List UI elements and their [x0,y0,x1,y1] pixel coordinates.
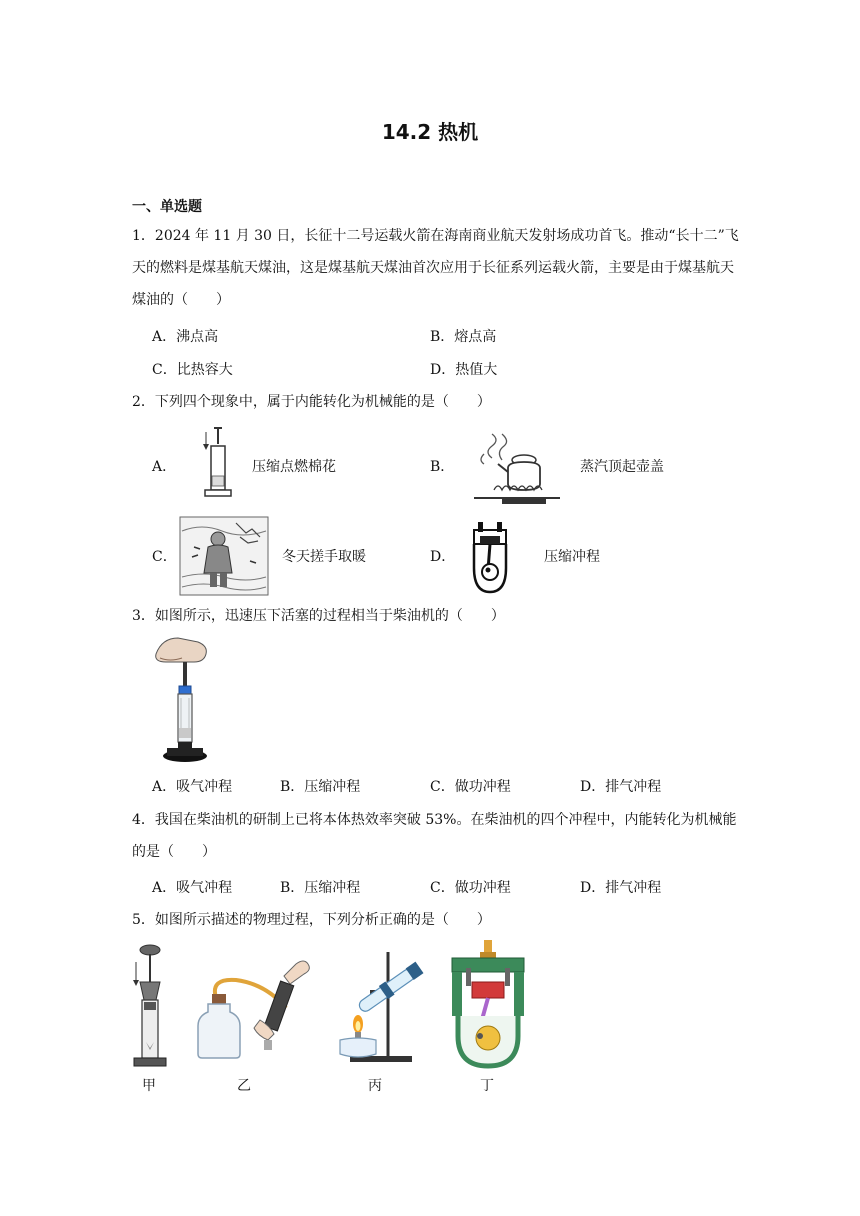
q3-option-a[interactable]: A．吸气冲程 [152,779,233,795]
question-1-text: 1．2024 年 11 月 30 日，长征十二号运载火箭在海南商业航天发射场成功首飞。推动“长十二”飞天的燃料是煤基航天煤油，这是煤基航天煤油首次应用于长征系列运载火箭，主要是由于煤基航天煤油的（ ） [132,228,739,308]
q3-option-d[interactable]: D．排气冲程 [580,779,662,795]
q1-option-b[interactable]: B．熔点高 [430,329,497,345]
q1-option-a[interactable]: A．沸点高 [152,329,219,345]
air-compression-tube-figure [196,424,236,504]
figure-yi-bottle-pump [196,956,312,1060]
q1-option-d[interactable]: D．热值大 [430,362,498,378]
q3-option-c[interactable]: C．做功冲程 [430,779,511,795]
rubbing-hands-winter-figure [180,517,268,595]
q3-option-b[interactable]: B．压缩冲程 [280,779,361,795]
figure-ding-engine-cross-section [448,938,528,1072]
question-2-text: 2．下列四个现象中，属于内能转化为机械能的是（ ） [132,394,491,410]
section-heading: 一、单选题 [132,199,202,215]
question-4-text: 4．我国在柴油机的研制上已将本体热效率突破 53%。在柴油机的四个冲程中，内能转化为机械能的是（ ） [132,812,737,860]
q4-option-c[interactable]: C．做功冲程 [430,880,511,896]
question-3-text: 3．如图所示，迅速压下活塞的过程相当于柴油机的（ ） [132,608,505,624]
engine-compression-stroke-figure [466,520,514,596]
figure-jia-compression-tube [128,942,172,1072]
q2-option-b-letter[interactable]: B． [430,459,455,475]
q2-option-b-caption: 蒸汽顶起壶盖 [580,459,664,475]
kettle-steam-figure [472,428,562,508]
figure-bing-test-tube-heating [330,948,430,1066]
q2-option-a-letter[interactable]: A． [152,459,177,475]
figure-label-jia: 甲 [142,1078,156,1094]
q2-option-c-letter[interactable]: C． [152,549,177,565]
page-title: 14.2 热机 [381,120,479,144]
q2-option-c-caption: 冬天搓手取暖 [282,549,366,565]
q4-option-b[interactable]: B．压缩冲程 [280,880,361,896]
q1-option-c[interactable]: C．比热容大 [152,362,233,378]
q4-option-a[interactable]: A．吸气冲程 [152,880,233,896]
q2-option-d-caption: 压缩冲程 [544,549,600,565]
q4-option-d[interactable]: D．排气冲程 [580,880,662,896]
hand-pressing-piston-figure [150,636,220,764]
q2-option-d-letter[interactable]: D． [430,549,456,565]
figure-label-ding: 丁 [480,1078,494,1094]
figure-label-yi: 乙 [237,1078,251,1094]
q2-option-a-caption: 压缩点燃棉花 [252,459,336,475]
question-5-text: 5．如图所示描述的物理过程，下列分析正确的是（ ） [132,912,491,928]
figure-label-bing: 丙 [368,1078,382,1094]
